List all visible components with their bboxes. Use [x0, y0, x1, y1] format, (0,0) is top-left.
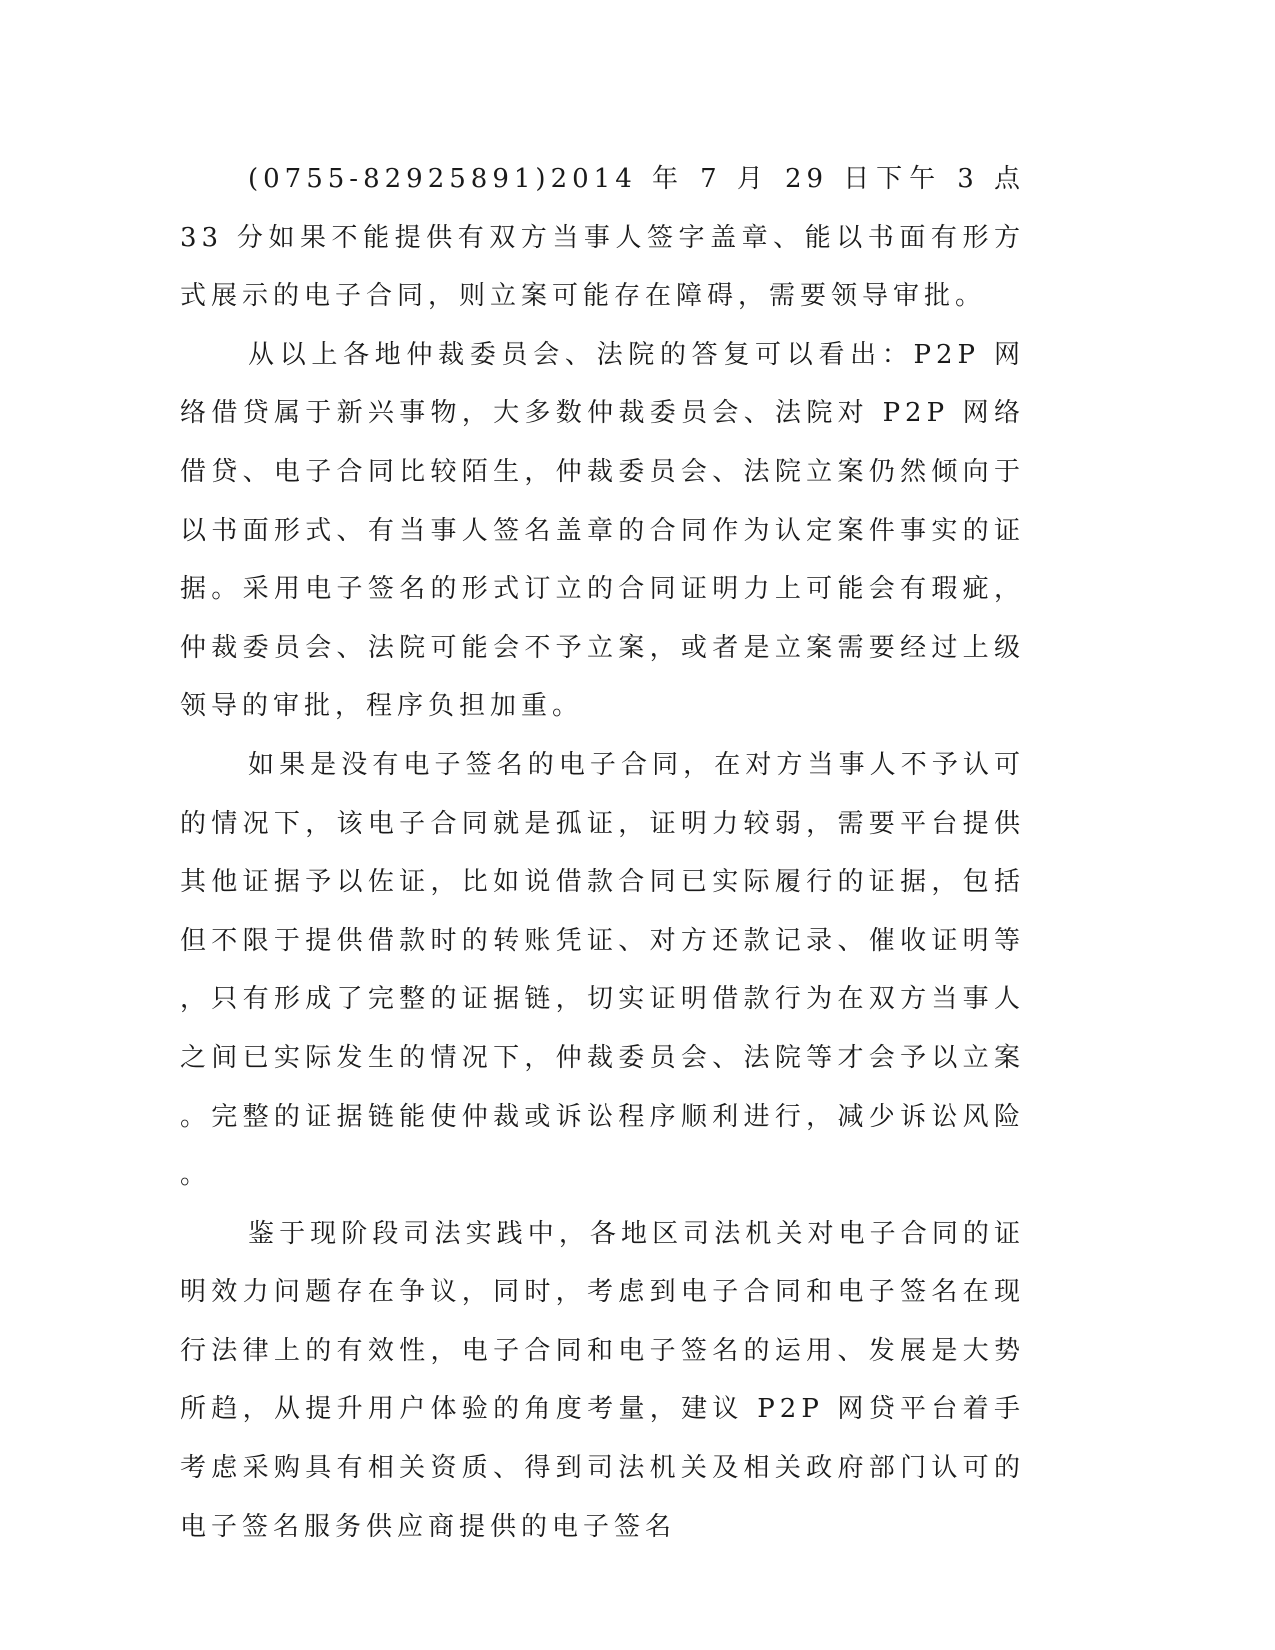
- paragraph-recommendation: 鉴于现阶段司法实践中，各地区司法机关对电子合同的证明效力问题存在争议，同时，考虑到电子合同和电子签名在现行法律上的有效性，电子合同和电子签名的运用、发展是大势所趋，从提升用户体验的角度考量，建议 P2P 网贷平台着手考虑采购具有相关资质、得到司法机关及相关政府部门认可的电子签名服务供应商提供的电子签名: [180, 1218, 1025, 1542]
- paragraph-court-inquiry: (0755-82925891)2014 年 7 月 29 日下午 3 点 33 分如果不能提供有双方当事人签字盖章、能以书面有形方式展示的电子合同，则立案可能存在障碍，需要领导审批。: [180, 164, 1025, 312]
- paragraph-arbitration-replies: 从以上各地仲裁委员会、法院的答复可以看出：P2P 网络借贷属于新兴事物，大多数仲裁委员会、法院对 P2P 网络借贷、电子合同比较陌生，仲裁委员会、法院立案仍然倾向于以书面形式、有当事人签名盖章的合同作为认定案件事实的证据。采用电子签名的形式订立的合同证明力上可能会有瑕疵，仲裁委员会、法院可能会不予立案，或者是立案需要经过上级领导的审批，程序负担加重。: [180, 339, 1025, 722]
- document-page: [180, 150, 1025, 1556]
- paragraph-unsigned-contract: 如果是没有电子签名的电子合同，在对方当事人不予认可的情况下，该电子合同就是孤证，证明力较弱，需要平台提供其他证据予以佐证，比如说借款合同已实际履行的证据，包括但不限于提供借款时的转账凭证、对方还款记录、催收证明等，只有形成了完整的证据链，切实证明借款行为在双方当事人之间已实际发生的情况下，仲裁委员会、法院等才会予以立案。完整的证据链能使仲裁或诉讼程序顺利进行，减少诉讼风险。: [180, 749, 1025, 1191]
